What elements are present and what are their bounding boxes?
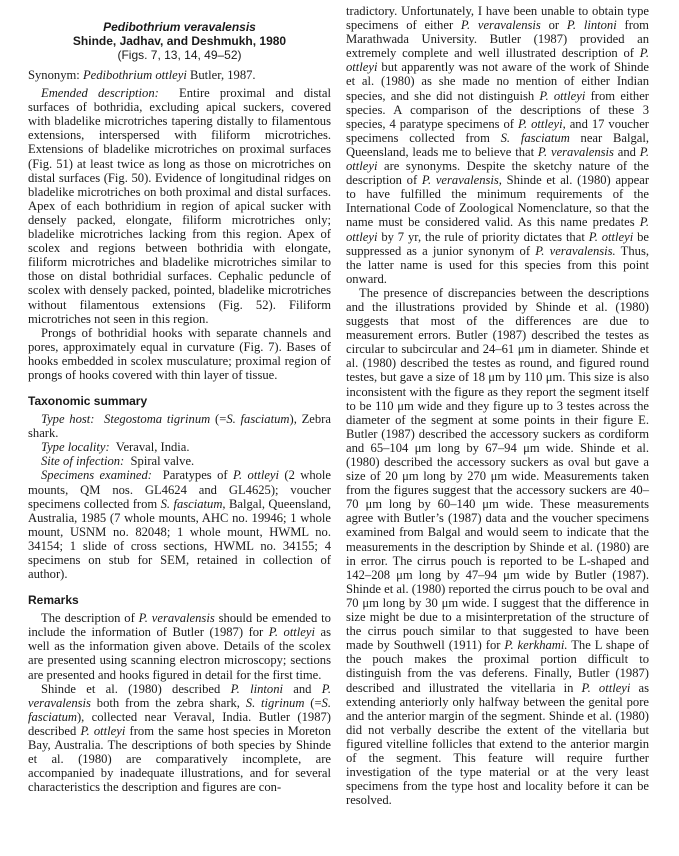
emended-label: Emended description: [41,86,159,101]
type-host-synonym: S. fasciatum [226,412,290,427]
italic-taxon: P. ottleyi [268,625,315,640]
text-run: The L shape of the pouch makes the proximal portion difficult to distinguish from the vas deferens. Finally, Butler (1987) described and illustrated the vitellaria in [346,638,649,695]
species-heading [28,20,331,62]
text-run: by 7 yr, the rule of priority dictates that [377,229,589,244]
type-locality-value: Veraval, India. [115,440,190,455]
italic-taxon: P. ottleyi [581,680,631,695]
type-host-common: ), Zebra shark. [28,412,331,441]
emended-text: Entire proximal and distal surfaces of bothridia, excluding apical suckers, covered with bladelike microtriches tapering distally to filamentous extensions, interspersed with filiform microtriches. Extensions of bladelike microtriches on proximal surfaces (Fig. 51) at least twice as long as those on microtriches on distal surfaces (Fig. 50). Evidence of longitudinal ridges on bladelike microtriches on both proximal and distal surfaces. Apex of each bothridium in region of apical sucker with densely packed, elongate, filiform microtriches only; bladelike microtriches lacking from this region. Apex of scolex and regions between bothridia with elongate, filiform microtriches and bladelike microtriches similar to those on distal bothridial surfaces. Cephalic peduncle of scolex with densely packed, pointed, bladelike microtriches without filamentous extensions (Fig. 52). Filiform microtriches not seen in this region. [28,86,331,326]
italic-taxon: P. ottleyi [588,229,634,244]
remarks-paragraph-2-continued [346,4,649,286]
type-host-paren: (= [210,412,227,427]
hooks-paragraph: Prongs of bothridial hooks with separate channels and pores, approximately equal in curvature (Fig. 7). Bases of hooks embedded in scolex musculature; proximal region of prongs of hooks covered with thin layer of tissue. [28,325,331,382]
italic-taxon: P. veravalensis [537,144,614,159]
text-run: and [613,144,640,159]
text-run: from Marathwada University. Butler (1987) provided an extremely complete and well illustrated description of [346,18,649,61]
italic-taxon: P. ottleyi [346,144,650,174]
specimens-examined [28,468,331,581]
type-host [28,412,331,440]
right-column [346,4,649,807]
text-run: tradictory. Unfortunately, I have been unable to obtain type specimens of either [346,4,649,33]
text-run: near Balgal, Queensland, leads me to believe that [346,130,649,159]
site-value: Spiral valve. [130,454,195,469]
species-authority: Shinde, Jadhav, and Deshmukh, 1980 [72,34,287,48]
specimens-text: (2 whole mounts, QM nos. GL4624 and GL4625); voucher specimens collected from [28,468,332,511]
italic-taxon: S. tigrinum [245,695,305,710]
italic-taxon: P. veravalensis [460,18,541,33]
remarks-heading: Remarks [28,593,79,608]
site-of-infection [28,454,331,468]
italic-taxon: P. lintoni [230,681,283,696]
text-run: are synonyms. Despite the sketchy nature of the description of [346,159,649,188]
text-run: should be emended to include the information of Butler (1987) for [28,611,331,640]
italic-taxon: P. veravalensis. [535,243,616,258]
left-column [28,2,331,794]
type-locality [28,440,331,454]
specimens-label: Specimens examined: [41,468,152,483]
italic-taxon: P. ottleyi [80,723,126,738]
species-name: Pedibothrium veravalensis [103,20,256,34]
specimens-species: P. ottleyi [232,468,279,483]
specimens-host: S. fasciatum, [160,496,226,511]
text-run: (= [304,695,322,710]
text-run: and [283,681,322,696]
text-run: and 17 voucher specimens collected from [346,116,649,145]
italic-taxon: P. veravalensis, [421,173,502,188]
text-run: be suppressed as a junior synonym of [346,229,649,258]
synonym-label: Synonym: [28,68,83,82]
text-run: The presence of discrepancies between the descriptions and the illustrations provided by Shinde et al. (1980) suggests that most of the differences are due to measurement errors. Butler (1987) described the testes as circular to subcircular and 24–61 μm in diameter. Shinde et al. (1980) described the testes as round, and figured round testes, but gave a size of 18 μm by 110 μm. This size is also inconsistent with the figure as they report the segment itself to be 110 μm wide and they figure up to 3 testes across the diameter of the segment at some points in their figure E. Butler (1987) described the accessory suckers as cordiform and 65–104 μm long by 67–94 μm wide. Shinde et al. (1980) described the accessory suckers as oval but gave a size of 20 μm long by 270 μm wide. Measurements taken from the figures suggest that the accessory suckers are 40–70 μm long by 60–140 μm wide. These measurements agree with Butler’s (1987) data and the voucher specimens examined from Balgal and would seem to indicate that the measurements in the description by Shinde et al. (1980) are in error. The cirrus pouch is reported to be L-shaped and 142–208 μm long by 47–94 μm wide by Butler (1987). Shinde et al. (1980) reported the cirrus pouch to be oval and 70 μm long by 30 μm wide. I suggest that the difference in size might be due to a misinterpretation of the structure of the cirrus pouch similar to that suggested to have been made by Southwell (1911) for [346,285,649,653]
italic-taxon: P. ottleyi [346,215,649,244]
synonym-line [28,68,331,82]
text-run: Shinde et al. (1980) described [41,681,231,696]
text-run: from the same host species in Moreton Bay, Australia. The descriptions of both species by Shinde et al. (1980) are comparatively incomplete, are accompanied by inadequate illustrations, and for several characteristics the description and figures are con- [28,723,331,795]
text-run: Thus, the latter name is used for this species from this point onward. [346,243,649,286]
italic-taxon: P. veravalensis [138,611,215,626]
specimens-text: Paratypes of [162,468,233,483]
type-host-label: Type host: [41,412,95,427]
type-locality-label: Type locality: [41,440,110,455]
specimens-text: Balgal, Queensland, Australia, 1985 (7 whole mounts, AHC no. 19946; 1 whole mount, USNM no. 82048; 1 whole mount, HWML no. 34154; 1 slide of cross sections, HWML no. 34155; 4 specimens on stub for SEM, retained in collection of author). [28,496,331,582]
emended-description [28,86,331,326]
text-run: as well as the information given above. Details of the scolex are presented using scanning electron microscopy; sections are presented and hooks figured in detail for the first time. [28,625,332,682]
figure-references: (Figs. 7, 13, 14, 49–52) [117,48,242,62]
italic-taxon: S. fasciatum [500,130,570,145]
text-run: both from the zebra shark, [90,695,246,710]
italic-taxon: P. kerkhami. [504,638,568,653]
taxonomic-summary-heading: Taxonomic summary [28,394,148,409]
synonym-name: Pedibothrium ottleyi [82,68,187,82]
text-run: or [540,18,567,33]
synonym-authority: Butler, 1987. [186,68,256,82]
italic-taxon: P. ottleyi [346,46,649,75]
site-label: Site of infection: [41,454,125,469]
text-run: ), collected near Veraval, India. Butler (1987) described [28,709,331,738]
italic-taxon: P. ottleyi [539,88,586,103]
italic-taxon: P. ottleyi, [517,116,566,131]
text-run: Shinde et al. (1980) appear to have fulfilled the minimum requirements of the International Code of Zoological Nomenclature, so that the name must be considered valid. As this name predates [346,173,650,230]
remarks-paragraph-2 [28,682,331,795]
italic-taxon: S. fasciatum [28,695,331,724]
remarks-paragraph-1 [28,611,331,681]
remarks-paragraph-3 [346,286,649,807]
text-run: but apparently was not aware of the work of Shinde et al. (1980) as she made no mention of either Indian species, and she did not distinguish [346,60,649,103]
text-run: from either species. A comparison of the descriptions of these 3 species, 4 paratype specimens of [346,88,649,131]
type-host-species: Stegostoma tigrinum [104,412,211,427]
text-run: as extending anteriorly only halfway between the genital pore and the anterior margin of the segment. Shinde et al. (1980) did not verbally describe the extent of the vitellaria but figured vitelline follicles that extend to the anterior margin of the segment. This feature will require further investigation of the type material or at the very least specimens from the type host and locality before it can be resolved. [346,680,649,808]
italic-taxon: P. lintoni [566,18,617,33]
text-run: The description of [41,611,139,626]
italic-taxon: P. veravalensis [28,681,331,710]
